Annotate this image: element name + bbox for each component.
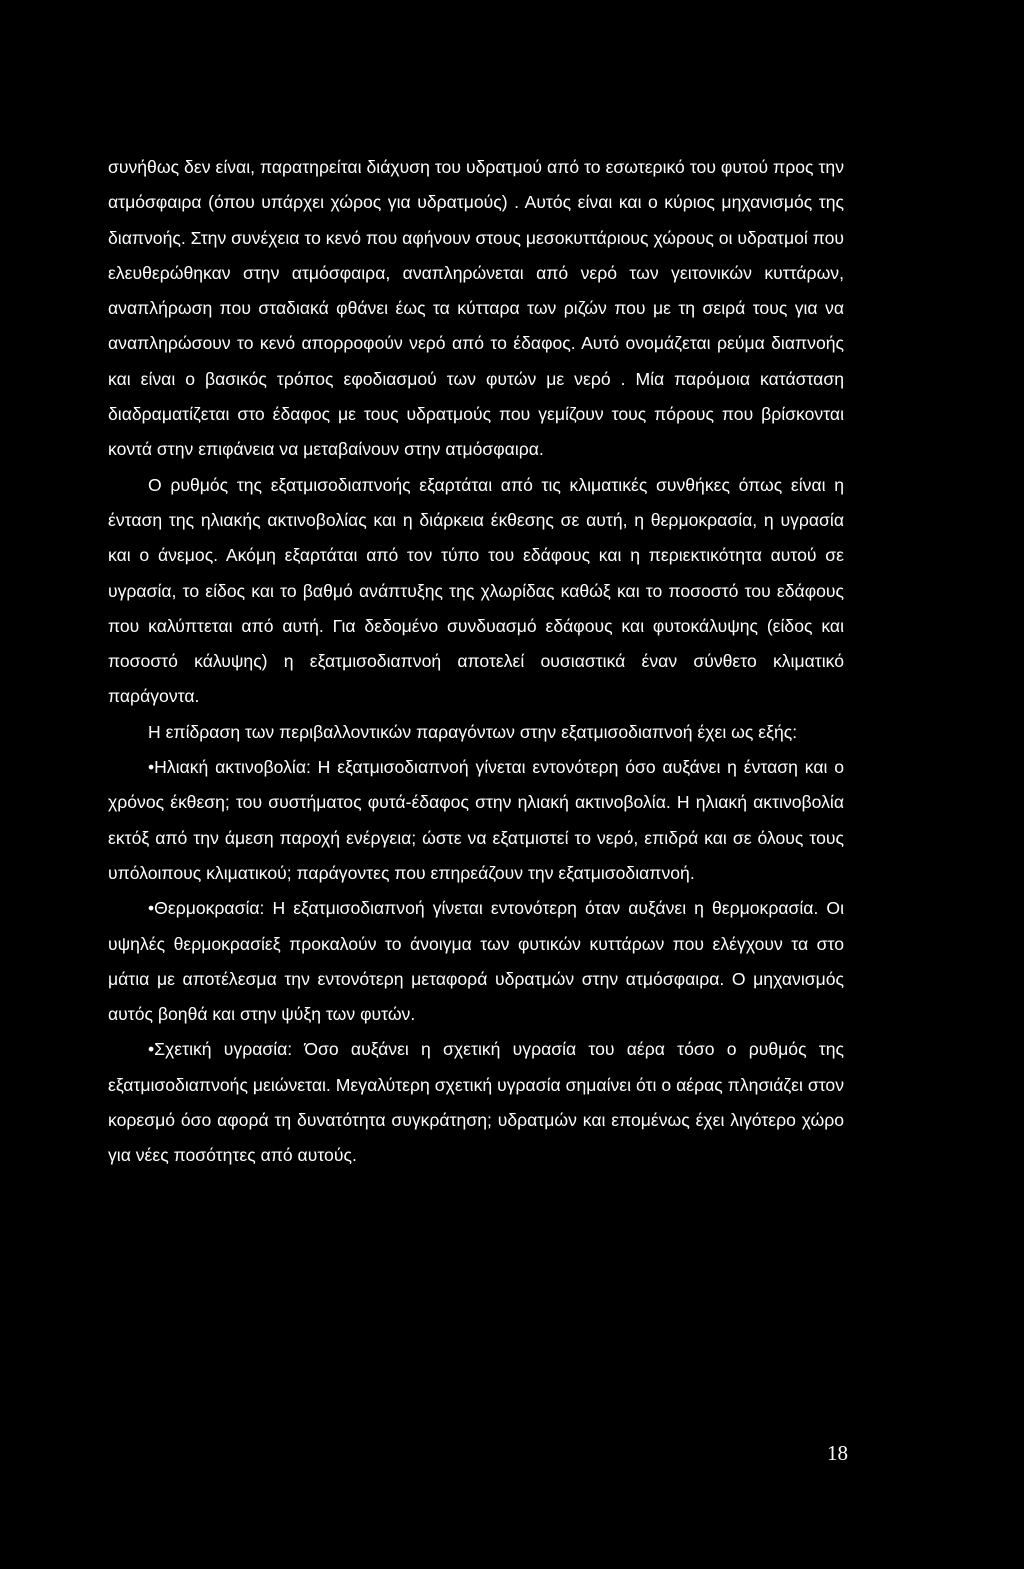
paragraph-stomatal-diffusion: συνήθως δεν είναι, παρατηρείται διάχυση του υδρατμού από το εσωτερικό του φυτού προς την ατμόσφαιρα (όπου υπάρχει χώρος για υδρατμούς) . Αυτός είναι και ο κύριος μηχανισμός της διαπνοής. Στην συνέχεια το κενό που αφήνουν στους μεσοκυττάριους χώρους οι υδρατμοί που ελευθερώθηκαν στην ατμόσφαιρα, αναπληρώνεται από νερό των γειτονικών κυττάρων, αναπλήρωση που σταδιακά φθάνει έως τα κύτταρα των ριζών που με τη σειρά τους για να αναπληρώσουν το κενό απορροφούν νερό από το έδαφος. Αυτό ονομάζεται ρεύμα διαπνοής και είναι ο βασικός τρόπος εφοδιασμού των φυτών με νερό . Μία παρόμοια κατάσταση διαδραματίζεται στο έδαφος με τους υδρατμούς που γεμίζουν τους πόρους που βρίσκονται κοντά στην επιφάνεια να μεταβαίνουν στην ατμόσφαιρα. [108,157,844,460]
bullet-relative-humidity: •Σχετική υγρασία: Όσο αυξάνει η σχετική υγρασία του αέρα τόσο ο ρυθμός της εξατμισοδιαπνοής μειώνεται. Μεγαλύτερη σχετική υγρασία σημαίνει ότι ο αέρας πλησιάζει στον κορεσμό όσο αφορά τη δυνατότητα συγκράτηση; υδρατμών και επομένως έχει λιγότερο χώρο για νέες ποσότητες από αυτούς. [108,1039,844,1166]
document-body [108,150,844,1174]
paragraph-environmental-factors-intro: Η επίδραση των περιβαλλοντικών παραγόντων στην εξατμισοδιαπνοή έχει ως εξής: [148,721,798,742]
paragraph-evapotranspiration-rate: Ο ρυθμός της εξατμισοδιαπνοής εξαρτάται από τις κλιματικές συνθήκες όπως είναι η ένταση της ηλιακής ακτινοβολίας και η διάρκεια έκθεσης σε αυτή, η θερμοκρασία, η υγρασία και ο άνεμος. Ακόμη εξαρτάται από τον τύπο του εδάφους και η περιεκτικότητα αυτού σε υγρασία, το είδος και το βαθμό ανάπτυξης της χλωρίδας καθώξ και το ποσοστό του εδάφους που καλύπτεται από αυτή. Για δεδομένο συνδυασμό εδάφους και φυτοκάλυψης (είδος και ποσοστό κάλυψης) η εξατμισοδιαπνοή αποτελεί ουσιαστικά έναν σύνθετο κλιματικό παράγοντα. [108,474,844,707]
page-number: 18 [827,1441,848,1465]
bullet-solar-radiation: •Ηλιακή ακτινοβολία: Η εξατμισοδιαπνοή γίνεται εντονότερη όσο αυξάνει η ένταση και ο χρόνος έκθεση; του συστήματος φυτά-έδαφος στην ηλιακή ακτινοβολία. Η ηλιακή ακτινοβολία εκτόξ από την άμεση παροχή ενέργεια; ώστε να εξατμιστεί το νερό, επιδρά και σε όλους τους υπόλοιπους κλιματικού; παράγοντες που επηρεάζουν την εξατμισοδιαπνοή. [108,757,844,883]
bullet-temperature: •Θερμοκρασία: Η εξατμισοδιαπνοή γίνεται εντονότερη όταν αυξάνει η θερμοκρασία. Οι υψηλές θερμοκρασίεξ προκαλούν το άνοιγμα των φυτικών κυττάρων που ελέγχουν τα στο μάτια με αποτέλεσμα την εντονότερη μεταφορά υδρατμών στην ατμόσφαιρα. Ο μηχανισμός αυτός βοηθά και στην ψύξη των φυτών. [108,898,844,1025]
